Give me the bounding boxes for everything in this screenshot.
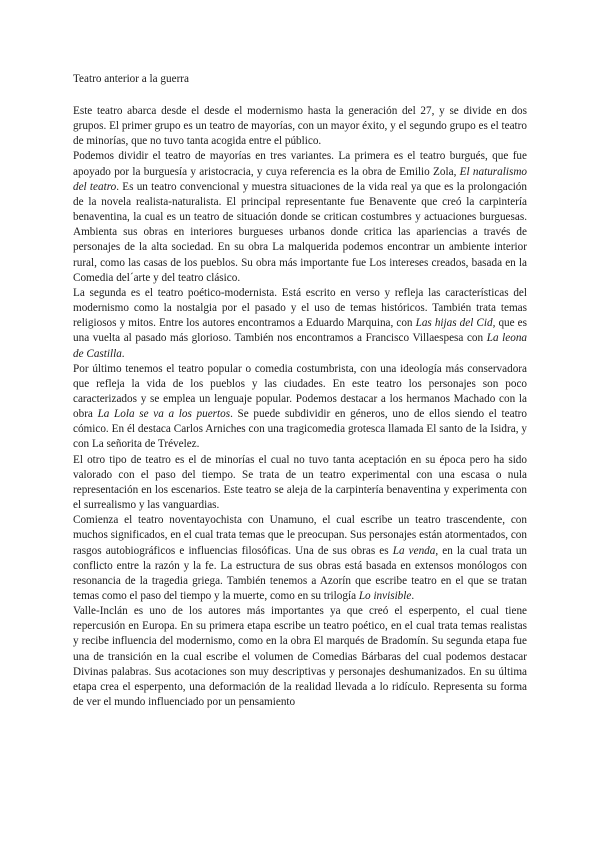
text-run: que es una vuelta al pasado más glorioso. También nos encontramos a Francisco Villaespesa con: [73, 317, 527, 345]
italic-title: La Lola se va a los puertos: [97, 408, 231, 421]
text-run: Por último tenemos el teatro popular o comedia costumbrista, con una ideología más conservadora que refleja la vida de los pueblos y las ciudades. En este teatro los personajes son poco caracterizados y se emplea un lenguaje popular. Podemos destacar a los hermanos Machado con la obra: [73, 362, 527, 421]
text-run: , en la cual trata un conflicto entre la razón y la fe. La estructura de sus obras está basada en extensos monólogos con resonancia de la tragedia griega. También tenemos a Azorín que escribe teatro en el que se tratan temas como el paso del tiempo y la muerte, como en su trilogía: [73, 544, 528, 602]
text-run: Este teatro abarca desde el desde el modernismo hasta la generación del 27, y se divide en dos grupos. El primer grupo es un teatro de mayorías, con un mayor éxito, y el segundo grupo es el teatro de minorías, que no tuvo tanta acogida entre el público.: [73, 105, 527, 148]
text-run: Comienza el teatro noventayochista con Unamuno, el cual escribe un teatro trascendente, con muchos significados, en el cual trata temas que le preocupan. Sus personajes están atormentados, con rasgos autobiográficos e influencias filosóficas. Una de sus obras es: [73, 514, 527, 557]
paragraph-1: [73, 104, 527, 149]
document-body: [73, 104, 527, 710]
text-run: .: [411, 590, 415, 602]
paragraph-4: [73, 362, 527, 453]
paragraph-7: [73, 604, 527, 710]
text-run: El otro tipo de teatro es el de minorías el cual no tuvo tanta aceptación en su época pero ha sido valorado con el paso del tiempo. Se trata de un teatro experimental con una escasa o nula representación en los escenarios. Este teatro se aleja de la carpintería benaventina y experimenta con el surrealismo y las vanguardias.: [73, 453, 527, 512]
document-title: Teatro anterior a la guerra: [73, 73, 189, 85]
text-run: Podemos dividir el teatro de mayorías en tres variantes. La primera es el teatro burgués, que fue apoyado por la burguesía y aristocracia, y cuya referencia es la obra de Emilio Zola,: [73, 150, 527, 178]
text-run: Valle-Inclán es uno de los autores más importantes ya que creó el esperpento, el cual tiene repercusión en Europa. En su primera etapa escribe un teatro poético, en el cual trata temas realistas y recibe influencia del modernismo, como en la obra El marqués de Bradomín. Su segunda etapa fue una de transición en la cual escribe el volumen de Comedias Bárbaras del cual podemos destacar Divinas palabras. Sus acotaciones son muy descriptivas y personajes deshumanizados. En su última etapa crea el esperpento, una deformación de la realidad llevada a lo ridículo. Representa su forma de ver el mundo influenciado por un pensamiento: [73, 605, 527, 709]
italic-title: La venda: [392, 544, 436, 557]
text-run: .: [121, 347, 125, 360]
text-run: . Se puede subdividir en géneros, uno de ellos siendo el teatro cómico. En él destaca Carlos Arniches con una tragicomedia grotesca llamada El santo de la Isidra, y con La señorita de Trévelez.: [73, 408, 527, 451]
paragraph-6: [73, 513, 527, 604]
italic-title: El naturalismo del teatro: [73, 165, 527, 193]
text-run: La segunda es el teatro poético-modernista. Está escrito en verso y refleja las características del modernismo como la nostalgia por el pasado y el uso de temas históricos. También trata temas religiosos y mitos. Entre los autores encontramos a Eduardo Marquina, con: [73, 286, 527, 330]
italic-title: La leona de Castilla: [73, 332, 528, 360]
paragraph-3: [73, 286, 527, 362]
text-run: . Es un teatro convencional y muestra situaciones de la vida real ya que es la prolongación de la novela realista-naturalista. El principal representante fue Benavente que creó la carpintería benaventina, la cual es un teatro de situación donde se critican costumbres y actuaciones burguesas. Ambienta sus obras en interiores burgueses urbanos donde critica las apariencias a través de personajes de la alta sociedad. En su obra La malquerida podemos encontrar un ambiente interior rural, como las casas de los pueblos. Su obra más importante fue Los intereses creados, basada en la Comedia del´arte y del teatro clásico.: [73, 180, 527, 284]
paragraph-5: [73, 453, 527, 514]
italic-title: Las hijas del Cid,: [415, 317, 496, 330]
paragraph-2: [73, 149, 527, 285]
italic-title: Lo invisible: [358, 590, 412, 602]
